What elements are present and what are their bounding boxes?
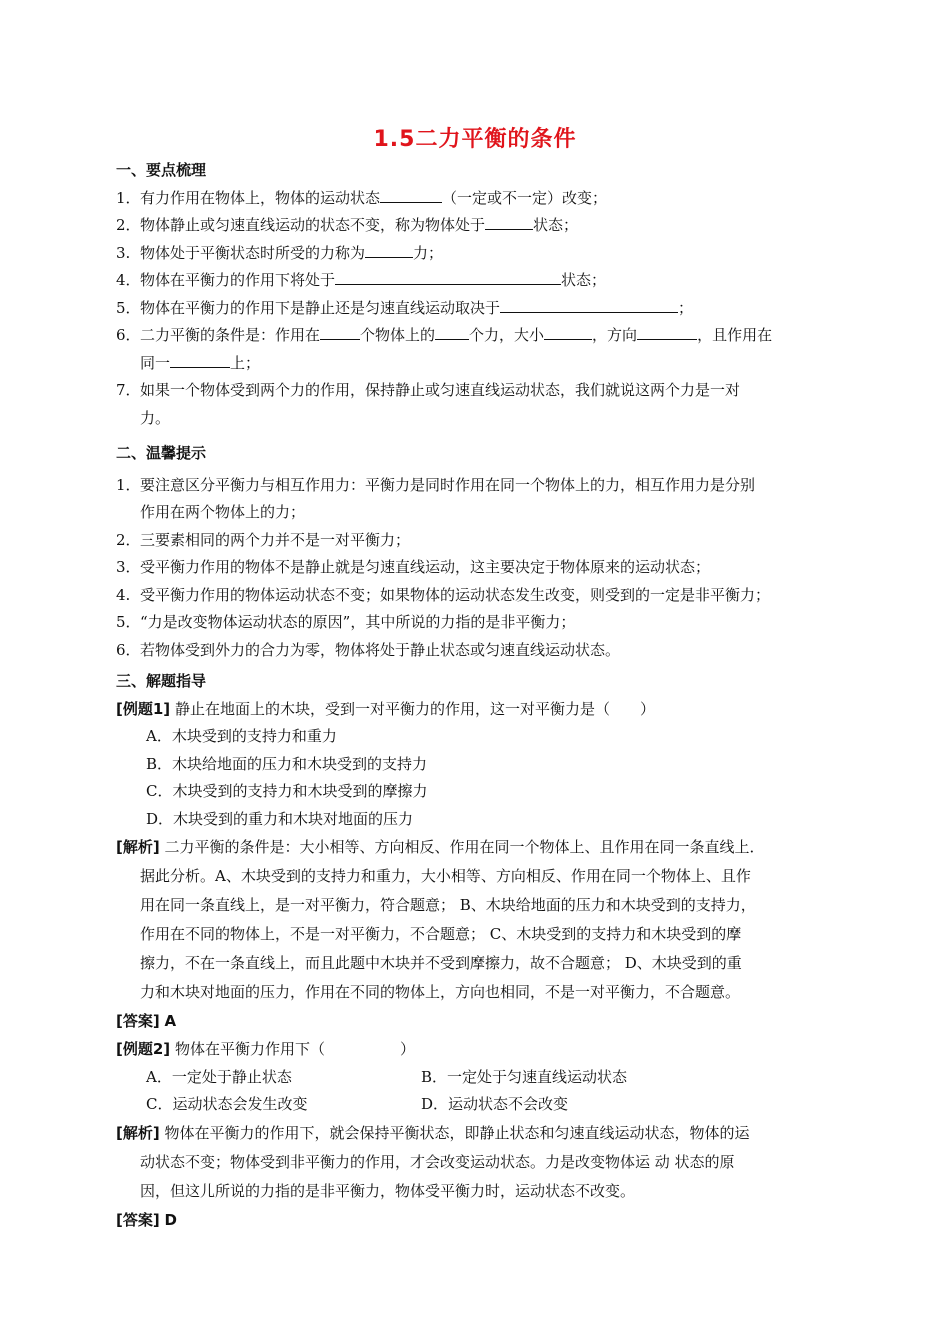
fill-blank[interactable] — [500, 295, 678, 313]
example-question — [116, 696, 840, 724]
fill-blank[interactable] — [335, 267, 561, 285]
option-row — [116, 1064, 840, 1092]
answer-value: D — [164, 1210, 177, 1229]
answer-tag: [答案] — [116, 1210, 160, 1229]
item-text: 受平衡力作用的物体不是静止就是匀速直线运动，这主要决定于物体原来的运动状态； — [140, 558, 711, 576]
list-item — [116, 554, 840, 582]
answer-line — [116, 1206, 840, 1235]
item-text: 物体在平衡力的作用下将处于 — [140, 271, 336, 289]
item-text: 物体在平衡力的作用下是静止还是匀速直线运动取决于 — [140, 298, 501, 317]
example-tag: [例题1] — [116, 699, 171, 718]
fill-blank[interactable] — [365, 240, 413, 258]
option-b[interactable]: B．一定处于匀速直线运动状态 — [421, 1067, 628, 1086]
fill-blank[interactable] — [380, 185, 442, 203]
analysis-line: 力和木块对地面的压力，作用在不同的物体上，方向也相同，不是一对平衡力，不合题意。 — [140, 983, 741, 1001]
item-number: 2． — [116, 530, 141, 549]
fill-blank[interactable] — [637, 322, 697, 340]
item-number: 1． — [116, 188, 141, 207]
item-number: 4． — [116, 271, 141, 289]
analysis-block — [116, 833, 840, 1007]
fill-blank[interactable] — [435, 322, 469, 340]
option-b[interactable]: B．木块给地面的压力和木块受到的支持力 — [146, 754, 428, 773]
fill-blank[interactable] — [320, 322, 360, 340]
list-item — [116, 267, 840, 295]
item-text: ，方向 — [592, 326, 638, 344]
analysis-line: 动状态不变；物体受到非平衡力的作用，才会改变运动状态。力是改变物体运 动 状态的原 — [140, 1152, 735, 1171]
item-number: 3. — [116, 243, 131, 262]
item-text: 力； — [413, 243, 444, 262]
item-text: 物体处于平衡状态时所受的力称为 — [140, 243, 366, 262]
analysis-line: 据此分析。A、木块受到的支持力和重力，大小相等、方向相反、作用在同一个物体上、且作 — [140, 867, 751, 885]
item-text: 要注意区分平衡力与相互作用力：平衡力是同时作用在同一个物体上的力，相互作用力是分别 — [140, 475, 756, 494]
question-text: 静止在地面上的木块，受到一对平衡力的作用，这一对平衡力是（ ） — [174, 699, 655, 718]
list-item — [116, 609, 840, 637]
item-number: 1． — [116, 475, 141, 494]
item-text: 个力，大小 — [469, 326, 545, 344]
option-a[interactable]: A．一定处于静止状态 — [146, 1067, 292, 1086]
analysis-line: 作用在不同的物体上，不是一对平衡力，不合题意； C、木块受到的支持力和木块受到的摩 — [140, 925, 742, 943]
item-number: 5． — [116, 613, 141, 631]
document-body — [116, 157, 840, 1235]
item-text: 有力作用在物体上，物体的运动状态 — [140, 188, 381, 207]
item-text: 作用在两个物体上的力； — [140, 503, 306, 521]
section-heading: 一、要点梳理 — [116, 161, 207, 179]
option-a[interactable]: A．木块受到的支持力和重力 — [146, 727, 337, 745]
item-text: （一定或不一定）改变； — [442, 188, 608, 207]
item-number: 7． — [116, 381, 141, 399]
item-number: 5． — [116, 298, 141, 317]
item-text: 三要素相同的两个力并不是一对平衡力； — [140, 530, 411, 549]
list-item — [116, 377, 840, 432]
answer-value: A — [164, 1012, 177, 1030]
item-text: ； — [678, 298, 694, 317]
item-text: ，且作用在 — [697, 326, 773, 344]
list-item — [116, 322, 840, 377]
list-item — [116, 185, 840, 213]
item-text: 个物体上的 — [360, 326, 436, 344]
item-text: 状态； — [533, 216, 579, 234]
analysis-block — [116, 1119, 840, 1206]
answer-line — [116, 1007, 840, 1036]
fill-blank[interactable] — [170, 350, 230, 368]
page-title: 1.5二力平衡的条件 — [373, 127, 577, 152]
section-heading: 三、解题指导 — [116, 672, 207, 690]
item-text: 同一 — [140, 353, 171, 372]
item-number: 6． — [116, 640, 141, 659]
list-item — [116, 295, 840, 323]
option-c[interactable]: C．运动状态会发生改变 — [146, 1095, 308, 1113]
item-number: 2． — [116, 216, 141, 234]
list-item — [116, 212, 840, 240]
list-item — [116, 637, 840, 665]
analysis-tag: [解析] — [116, 838, 160, 856]
analysis-line: 二力平衡的条件是：大小相等、方向相反、作用在同一个物体上、且作用在同一条直线上． — [164, 838, 765, 856]
fill-blank[interactable] — [485, 212, 533, 230]
list-item — [116, 527, 840, 555]
item-text: “力是改变物体运动状态的原因”，其中所说的力指的是非平衡力； — [140, 613, 576, 631]
item-number: 6． — [116, 326, 141, 344]
list-item — [116, 472, 840, 527]
example-tag: [例题2] — [116, 1040, 171, 1058]
item-text: 二力平衡的条件是：作用在 — [140, 326, 321, 344]
analysis-line: 因，但这儿所说的力指的是非平衡力，物体受平衡力时，运动状态不改变。 — [140, 1181, 636, 1200]
item-text: 若物体受到外力的合力为零，物体将处于静止状态或匀速直线运动状态。 — [140, 640, 621, 659]
option-c[interactable]: C．木块受到的支持力和木块受到的摩擦力 — [146, 782, 428, 800]
item-text: 力。 — [140, 408, 171, 427]
section-heading: 二、温馨提示 — [116, 444, 207, 462]
analysis-tag: [解析] — [116, 1123, 160, 1142]
option-d[interactable]: D．运动状态不会改变 — [421, 1095, 569, 1113]
example-question — [116, 1036, 840, 1064]
item-number: 4. — [116, 585, 131, 604]
answer-tag: [答案] — [116, 1012, 160, 1030]
item-text: 上； — [230, 353, 261, 372]
analysis-line: 物体在平衡力的作用下，就会保持平衡状态，即静止状态和匀速直线运动状态，物体的运 — [164, 1123, 750, 1142]
option-d[interactable]: D．木块受到的重力和木块对地面的压力 — [146, 809, 414, 828]
item-number: 3． — [116, 558, 141, 576]
option-row — [116, 1091, 840, 1119]
item-text: 物体静止或匀速直线运动的状态不变，称为物体处于 — [140, 216, 486, 234]
item-text: 受平衡力作用的物体运动状态不变；如果物体的运动状态发生改变，则受到的一定是非平衡力； — [140, 585, 771, 604]
analysis-line: 用在同一条直线上，是一对平衡力，符合题意； B、木块给地面的压力和木块受到的支持力， — [140, 896, 756, 914]
analysis-line: 擦力，不在一条直线上，而且此题中木块并不受到摩擦力，故不合题意； D、木块受到的重 — [140, 954, 742, 972]
list-item — [116, 582, 840, 610]
item-text: 如果一个物体受到两个力的作用，保持静止或匀速直线运动状态，我们就说这两个力是一对 — [140, 381, 741, 399]
fill-blank[interactable] — [544, 322, 592, 340]
question-text: 物体在平衡力作用下（ ） — [174, 1040, 415, 1058]
list-item — [116, 240, 840, 268]
item-text: 状态； — [561, 271, 607, 289]
